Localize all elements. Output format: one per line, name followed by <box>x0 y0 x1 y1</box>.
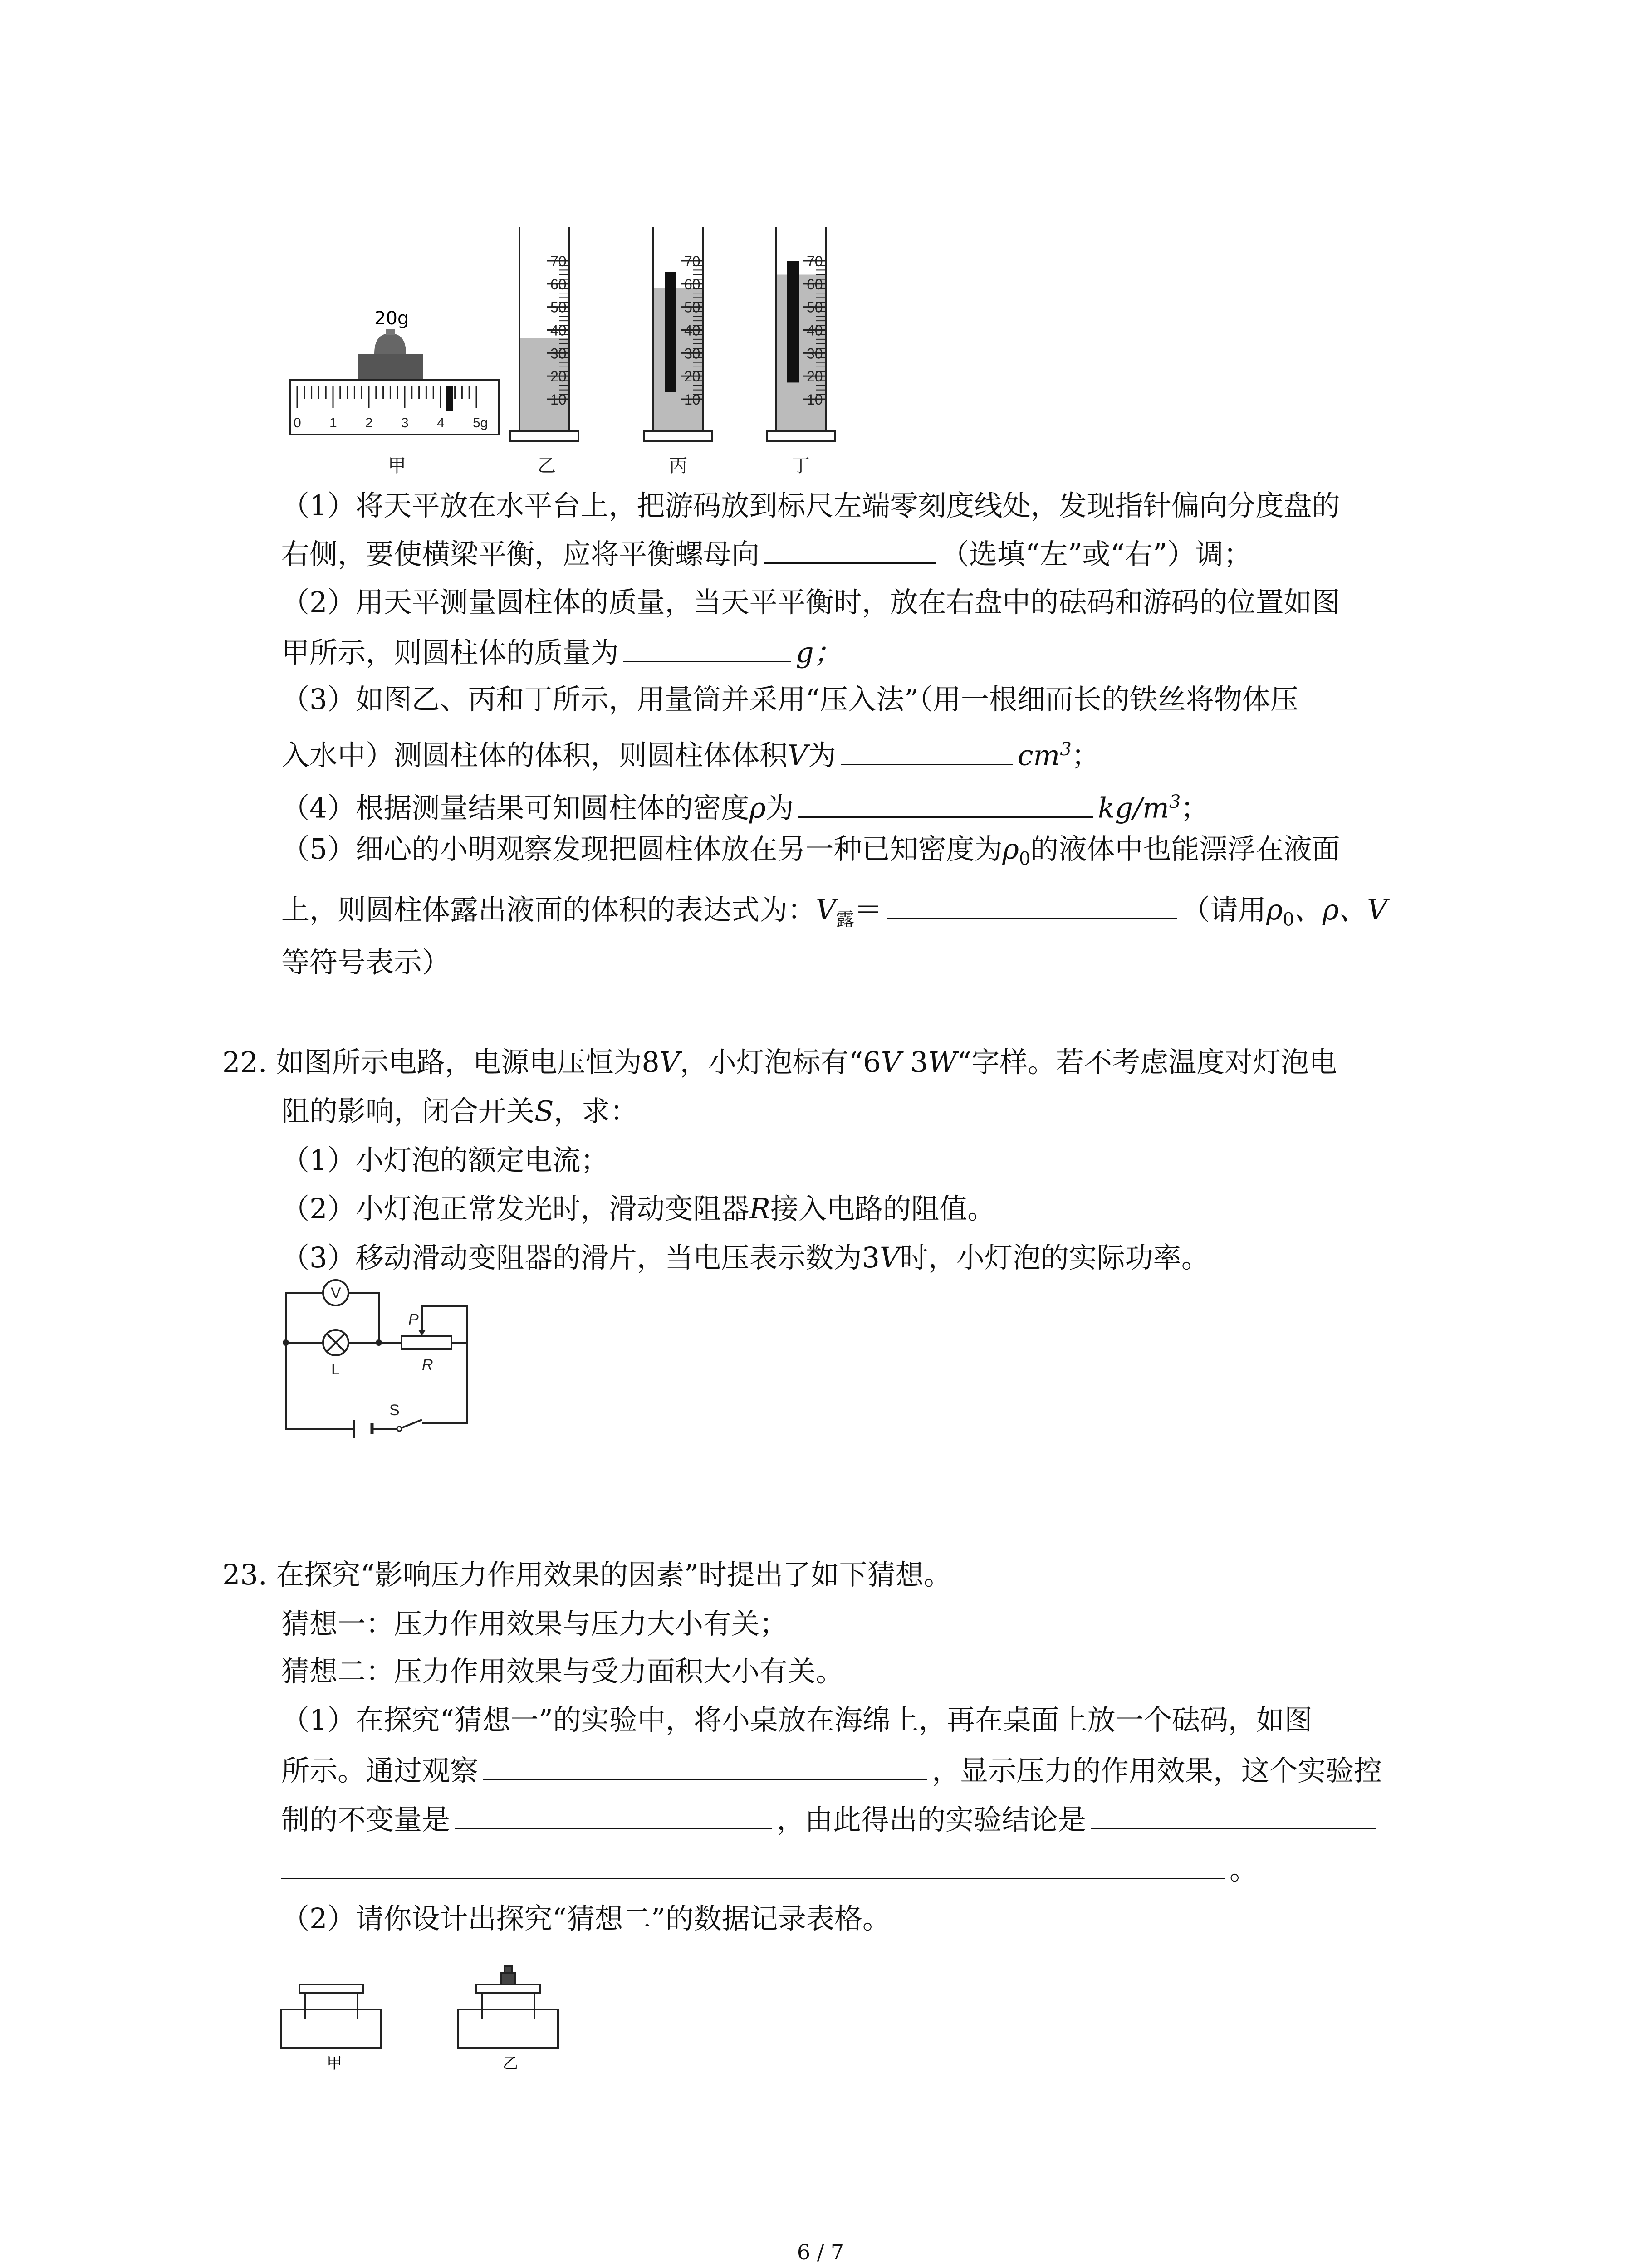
q21-part4-unit-sup: 3 <box>1169 792 1181 812</box>
cylinder-scale-label: 70 <box>807 253 823 269</box>
q21-part5-sub2: 露 <box>836 909 854 930</box>
q23-line1 <box>222 1557 952 1593</box>
cylinder-scale-label: 10 <box>684 391 700 408</box>
q21-part5-text2: 的液体中也能漂浮在液面 <box>1030 832 1340 865</box>
q21-part4-text: （4）根据测量结果可知圆柱体的密度 <box>281 791 749 825</box>
cylinder-scale-label: 70 <box>550 253 567 269</box>
q22-sub3 <box>281 1240 1210 1276</box>
weight-label: 20g <box>374 308 409 329</box>
q21-part3-line1: （3）如图乙、丙和丁所示，用量筒并采用“压入法”（用一根细而长的铁丝将物体压 <box>281 683 1298 716</box>
q23-part1-text2: ，显示压力的作用效果，这个实验控 <box>932 1754 1382 1787</box>
graduated-cylinder <box>767 227 835 441</box>
answer-blank-9[interactable] <box>281 1850 1225 1879</box>
q23-part2: （2）请你设计出探究“猜想二”的数据记录表格。 <box>281 1902 891 1935</box>
q22-sub3-unit: V <box>879 1241 900 1274</box>
q23-part1-text: 所示。通过观察 <box>281 1754 479 1787</box>
q21-part5-var2: V <box>816 893 836 926</box>
cylinder-scale-label: 60 <box>807 276 823 293</box>
q23-part1-text4: ，由此得出的实验结论是 <box>777 1803 1087 1836</box>
weight-20g <box>358 308 423 380</box>
cylinder-scale-label: 30 <box>684 345 700 362</box>
q21-part5-line3: 等符号表示） <box>281 946 451 979</box>
q22-sub2 <box>281 1191 995 1227</box>
q22-unit-w: W <box>928 1046 957 1079</box>
figure-balance-cylinders <box>281 218 871 499</box>
q21-part3-unit-sup: 3 <box>1060 739 1072 760</box>
answer-blank-5[interactable] <box>887 890 1177 919</box>
q21-part1-text: 右侧，要使横梁平衡，应将平衡螺母向 <box>281 538 760 571</box>
cylinder-scale-label: 30 <box>807 345 823 362</box>
q23-text1: 在探究“影响压力作用效果的因素”时提出了如下猜想。 <box>276 1558 952 1591</box>
cylinder-scale-label: 20 <box>684 368 700 385</box>
q21-part2-text: 甲所示，则圆柱体的质量为 <box>281 636 619 669</box>
figure-label: 甲 <box>388 455 406 476</box>
answer-blank-3[interactable] <box>841 736 1013 765</box>
q23-part1-end: 。 <box>1230 1853 1258 1886</box>
q21-part5-hint: （请用 <box>1181 893 1266 926</box>
q21-part5-hint-var: ρ <box>1266 893 1283 926</box>
q22-text4: “字样。若不考虑温度对灯泡电 <box>957 1046 1337 1079</box>
answer-blank-1[interactable] <box>764 534 936 564</box>
ruler-tick-label: 5g <box>473 415 488 430</box>
q21-part2-line2 <box>281 633 842 671</box>
q21-part5-text: （5）细心的小明观察发现把圆柱体放在另一种已知密度为 <box>281 832 1003 865</box>
ruler-tick-label: 1 <box>329 415 337 430</box>
q23-number: 23. <box>222 1558 267 1591</box>
q23-part1-line4 <box>281 1850 1258 1888</box>
figure-label: 丙 <box>669 455 687 476</box>
cylinder-scale-label: 50 <box>684 299 700 316</box>
cylinder-scale-label: 50 <box>550 299 567 316</box>
q21-part3-text: 入水中）测圆柱体的体积，则圆柱体体积 <box>281 738 788 772</box>
fig23-label-jia: 甲 <box>327 2054 342 2072</box>
cylinder-scale-label: 20 <box>807 368 823 385</box>
q23-part1-line3 <box>281 1800 1381 1838</box>
answer-blank-2[interactable] <box>623 633 791 662</box>
fig23-label-yi: 乙 <box>503 2054 518 2072</box>
answer-blank-7[interactable] <box>455 1800 772 1829</box>
q22-sub1: （1）小灯泡的额定电流； <box>281 1144 609 1177</box>
q23-hyp2: 猜想二：压力作用效果与受力面积大小有关。 <box>281 1655 844 1688</box>
figure-label: 丁 <box>792 455 810 476</box>
q23-part1-line1: （1）在探究“猜想一”的实验中，将小桌放在海绵上，再在桌面上放一个砝码，如图 <box>281 1703 1313 1736</box>
cylinder-scale-label: 40 <box>807 322 823 339</box>
q21-part4-line <box>281 784 1209 826</box>
cylinder-scale-label: 40 <box>684 322 700 339</box>
q21-part3-end: ； <box>1071 738 1100 772</box>
q22-text6: ，求： <box>554 1095 638 1128</box>
q21-part3-line2 <box>281 731 1100 774</box>
q21-part5-hint-rest: 、ρ、V <box>1294 893 1387 926</box>
q22-line2 <box>281 1093 638 1129</box>
answer-blank-8[interactable] <box>1091 1800 1376 1829</box>
ruler-tick-label: 0 <box>294 415 301 430</box>
q22-var-r: R <box>749 1192 771 1225</box>
answer-blank-6[interactable] <box>483 1751 927 1780</box>
q21-part2-unit: g； <box>796 636 842 669</box>
q21-part5-var: ρ <box>1002 832 1019 865</box>
q22-text2: ，小灯泡标有“6 <box>680 1046 881 1079</box>
switch-label: S <box>389 1402 400 1419</box>
q22-text5: 阻的影响，闭合开关 <box>281 1095 535 1128</box>
ruler-tick-label: 2 <box>365 415 373 430</box>
q22-sub3-text: （3）移动滑动变阻器的滑片，当电压表示数为3 <box>281 1241 880 1274</box>
page-number: 6 / 7 <box>797 2240 844 2264</box>
circuit-diagram <box>272 1279 481 1442</box>
cylinder-scale-label: 10 <box>807 391 823 408</box>
q21-part3-var: V <box>788 738 808 772</box>
q21-part4-end: ； <box>1181 791 1209 825</box>
q21-part4-text2: 为 <box>765 791 794 825</box>
q22-sub2-text: （2）小灯泡正常发光时，滑动变阻器 <box>281 1192 749 1225</box>
cylinder-scale-label: 20 <box>550 368 567 385</box>
q21-part3-unit: cm <box>1017 738 1060 772</box>
q23-hyp1: 猜想一：压力作用效果与压力大小有关； <box>281 1607 788 1640</box>
balance-ruler <box>290 380 499 435</box>
cylinder-scale-label: 40 <box>550 322 567 339</box>
q23-part1-line2 <box>281 1751 1382 1789</box>
cylinder-scale-label: 30 <box>550 345 567 362</box>
q21-part4-unit: kg/m <box>1097 791 1169 825</box>
q21-part5-hint-sub: 0 <box>1283 909 1294 930</box>
cylinder-scale-label: 60 <box>684 276 700 293</box>
q22-unit-v2: V <box>881 1046 901 1079</box>
graduated-cylinder <box>644 227 712 441</box>
cylinder-scale-label: 60 <box>550 276 567 293</box>
ruler-tick-label: 4 <box>437 415 445 430</box>
q21-part5-line2 <box>281 890 1387 938</box>
q21-part4-var: ρ <box>749 791 766 825</box>
q22-var-s: S <box>534 1095 554 1128</box>
q21-part5-eq: ＝ <box>854 893 882 926</box>
answer-blank-4[interactable] <box>798 788 1093 818</box>
cylinder-scale-label: 10 <box>550 391 567 408</box>
q21-part5-text3: 上，则圆柱体露出液面的体积的表达式为： <box>281 893 816 926</box>
q22-unit-v: V <box>659 1046 680 1079</box>
lamp-label: L <box>331 1361 340 1378</box>
q21-part1-line1: （1）将天平放在水平台上，把游码放到标尺左端零刻度线处，发现指针偏向分度盘的 <box>281 489 1340 522</box>
q21-part5-line1 <box>281 831 1340 877</box>
q21-part1-hint: （选填“左”或“右”）调； <box>941 538 1252 571</box>
figure-label: 乙 <box>538 455 556 476</box>
q22-sub2-text2: 接入电路的阻值。 <box>770 1192 996 1225</box>
q21-part3-text2: 为 <box>808 738 836 772</box>
q21-part2-line1: （2）用天平测量圆柱体的质量，当天平平衡时，放在右盘中的砝码和游码的位置如图 <box>281 586 1340 619</box>
q21-part1-line2 <box>281 534 1252 572</box>
q22-number: 22. <box>222 1046 267 1079</box>
slider-label: P <box>408 1311 419 1328</box>
graduated-cylinder <box>510 227 578 441</box>
ruler-tick-label: 3 <box>401 415 409 430</box>
q21-part5-sub: 0 <box>1019 848 1031 870</box>
voltmeter-label: V <box>331 1285 341 1302</box>
figure-table-sponge <box>272 1946 599 2077</box>
q22-text1: 如图所示电路，电源电压恒为8 <box>276 1046 660 1079</box>
cylinder-scale-label: 50 <box>807 299 823 316</box>
q22-text3: 3 <box>901 1046 928 1079</box>
q22-sub3-text2: 时，小灯泡的实际功率。 <box>900 1241 1210 1274</box>
rheostat-label: R <box>422 1356 433 1374</box>
q22-line1 <box>222 1044 1337 1080</box>
q23-part1-text3: 制的不变量是 <box>281 1803 451 1836</box>
cylinder-scale-label: 70 <box>684 253 700 269</box>
